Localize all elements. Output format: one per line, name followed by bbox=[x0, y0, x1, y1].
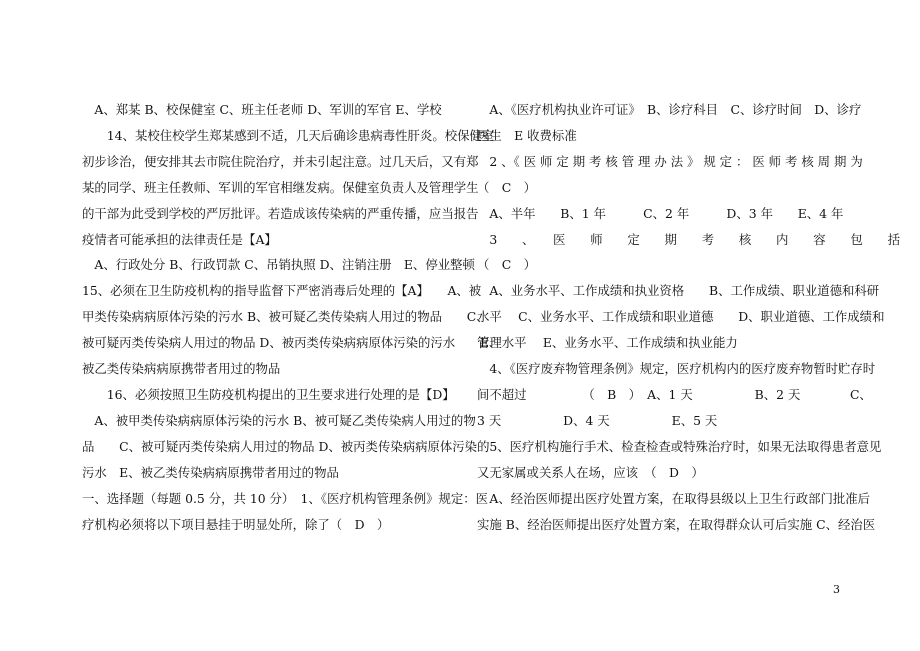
text-line: 被可疑丙类传染病人用过的物品 D、被丙类传染病病原体污染的污水 E、 bbox=[82, 335, 502, 351]
text-line: 3 、 医 师 定 期 考 核 内 容 包 括 bbox=[477, 231, 900, 247]
text-line: A、半年 B、1 年 C、2 年 D、3 年 E、4 年 bbox=[477, 205, 844, 221]
text-line: 16、必须按照卫生防疫机构提出的卫生要求进行处理的是【D】 bbox=[82, 386, 455, 402]
text-line: 疫情者可能承担的法律责任是【A】 bbox=[82, 231, 277, 247]
text-line: 又无家属或关系人在场，应该 （ D ） bbox=[477, 464, 704, 480]
text-line: 医生 E 收费标准 bbox=[477, 127, 577, 143]
text-line: A、被甲类传染病病原体污染的污水 B、被可疑乙类传染病人用过的物 bbox=[82, 412, 476, 428]
text-line: 实施 B、经治医师提出医疗处置方案，在取得群众认可后实施 C、经治医 bbox=[477, 516, 876, 532]
text-line: 的干部为此受到学校的严厉批评。若造成该传染病的严重传播，应当报告 bbox=[82, 205, 479, 221]
text-line: 污水 E、被乙类传染病病原携带者用过的物品 bbox=[82, 464, 339, 480]
text-line: A、郑某 B、校保健室 C、班主任老师 D、军训的军官 E、学校 bbox=[82, 102, 442, 117]
text-line: 4、《医疗废弃物管理条例》规定，医疗机构内的医疗废弃物暂时贮存时 bbox=[477, 361, 876, 377]
text-line: 14、某校住校学生郑某感到不适，几天后确诊患病毒性肝炎。校保健室 bbox=[82, 127, 495, 143]
text-line: （ C ） bbox=[477, 179, 537, 195]
right-column bbox=[477, 97, 900, 537]
text-line: 水平 C、业务水平、工作成绩和职业道德 D、职业道德、工作成绩和 bbox=[477, 309, 885, 325]
text-line: A、《医疗机构执业许可证》 B、诊疗科目 C、诊疗时间 D、诊疗 bbox=[477, 102, 862, 117]
text-line: 管理水平 E、业务水平、工作成绩和执业能力 bbox=[477, 335, 738, 351]
text-line: 5、医疗机构施行手术、检查检查或特殊治疗时，如果无法取得患者意见 bbox=[477, 438, 882, 454]
text-line: 2 、《 医 师 定 期 考 核 管 理 办 法 》 规 定 ： 医 师 考 核 周 期 为 bbox=[477, 153, 863, 169]
text-line: 甲类传染病病原体污染的污水 B、被可疑乙类传染病人用过的物品 C、 bbox=[82, 309, 489, 325]
text-line: 初步诊治，便安排其去市院住院治疗，并未引起注意。过几天后，又有郑 bbox=[82, 153, 479, 169]
text-line: 品 C、被可疑丙类传染病人用过的物品 D、被丙类传染病病原体污染的 bbox=[82, 438, 490, 454]
text-line: 疗机构必须将以下项目悬挂于明显处所，除了（ D ） bbox=[82, 516, 390, 532]
text-line: A、行政处分 B、行政罚款 C、吊销执照 D、注销注册 E、停业整顿 bbox=[82, 257, 475, 273]
left-column bbox=[82, 97, 502, 537]
text-line: （ C ） bbox=[477, 257, 537, 273]
page-number: 3 bbox=[833, 583, 840, 596]
text-line: 间不超过 （ B ） A、1 天 B、2 天 C、 bbox=[477, 386, 872, 402]
text-line: 某的同学、班主任教师、军训的军官相继发病。保健室负责人及管理学生 bbox=[82, 179, 479, 195]
text-line: A、经治医师提出医疗处置方案，在取得县级以上卫生行政部门批准后 bbox=[477, 490, 871, 506]
text-line: 被乙类传染病病原携带者用过的物品 bbox=[82, 361, 281, 377]
text-line: 一、选择题（每题 0.5 分，共 10 分） 1、《医疗机构管理条例》规定：医 bbox=[82, 490, 489, 506]
text-line: 3 天 D、4 天 E、5 天 bbox=[477, 412, 718, 428]
text-line: A、业务水平、工作成绩和执业资格 B、工作成绩、职业道德和科研 bbox=[477, 283, 880, 299]
text-line: 15、必须在卫生防疫机构的指导监督下严密消毒后处理的【A】 A、被 bbox=[82, 283, 482, 299]
